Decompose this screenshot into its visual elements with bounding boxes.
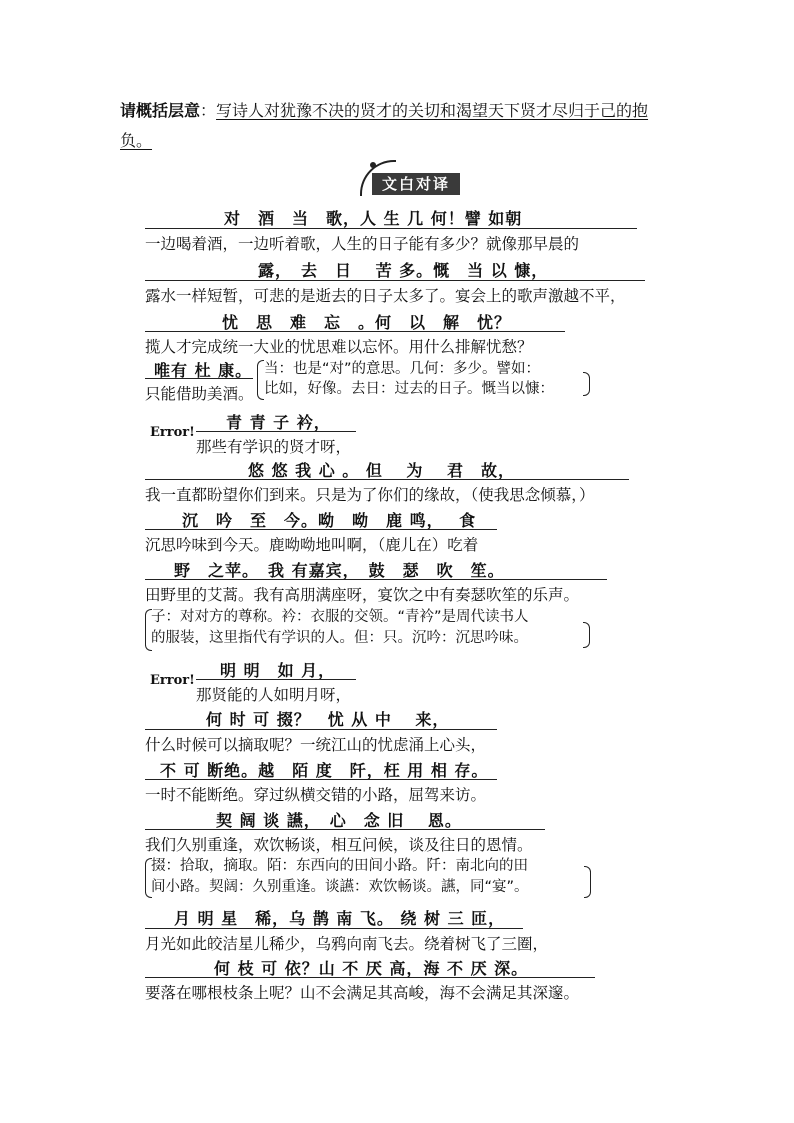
answer-text-end: 负。 — [120, 131, 153, 150]
original-line: 何 时 可 掇？ 忧 从 中 来， — [206, 710, 450, 729]
note-line: 当：也是“对”的意思。几何：多少。譬如： — [264, 361, 541, 377]
original-line: 对 酒 当 歌，人 生 几 何！譬 如朝 — [224, 209, 523, 228]
note-bracket-left — [257, 360, 264, 400]
question-label: 请概括层意 — [120, 101, 201, 120]
original-line: 忧 思 难 忘 。何 以 解 忧？ — [222, 313, 512, 332]
banner-title: 文白对译 — [372, 173, 460, 195]
translation-line: 我们久别重逢，欢饮畅谈，相互问候，谈及往日的恩情。 — [145, 829, 545, 855]
translation-line: 要落在哪根枝条上呢？山不会满足其高峻，海不会满足其深邃。 — [145, 977, 595, 1003]
original-line: 明 明 如 月， — [220, 661, 336, 680]
summary-question — [120, 96, 680, 156]
note-line: 掇：拾取，摘取。陌：东西向的田间小路。阡：南北向的田 — [151, 858, 528, 874]
note-bracket-right — [584, 866, 591, 898]
translation-line: 一时不能断绝。穿过纵横交错的小路，屈驾来访。 — [145, 779, 497, 805]
error-marker: Error! — [150, 673, 195, 688]
note-bracket-right — [583, 622, 590, 648]
original-line: 不 可 断绝。越 陌 度 阡，枉 用 相 存。 — [160, 761, 489, 780]
original-line: 契 阔 谈 讌， 心 念 旧 恩。 — [216, 811, 462, 830]
colon: ： — [200, 101, 217, 120]
original-line: 月 明 星 稀，乌 鹊 南 飞。 绕 树 三 匝， — [174, 909, 506, 928]
original-line: 青 青 子 衿， — [226, 413, 331, 432]
note-bracket-right — [583, 372, 590, 396]
translation-line: 月光如此皎洁星儿稀少，乌鸦向南飞去。绕着树飞了三圈， — [145, 928, 523, 954]
translation-line: 一边喝着酒，一边听着歌，人生的日子能有多少？就像那早晨的 — [145, 228, 637, 254]
note-line: 间小路。契阔：久别重逢。谈讌：欢饮畅谈。讌，同“宴”。 — [151, 879, 529, 895]
translation-line: 什么时候可以摘取呢？一统江山的忧虑涌上心头， — [145, 729, 497, 755]
original-line: 沉 吟 至 今。呦 呦 鹿 鸣， 食 — [182, 511, 477, 530]
note-line: 子：对对方的尊称。衿：衣服的交领。“青衿”是周代读书人 — [151, 609, 529, 625]
note-line: 的服装，这里指代有学识的人。但：只。沉吟：沉思吟味。 — [151, 630, 528, 646]
banner-dot-decoration — [370, 162, 376, 168]
original-line: 唯有 杜 康。 — [154, 361, 253, 380]
answer-text: 写诗人对犹豫不决的贤才的关切和渴望天下贤才尽归于己的抱 — [216, 101, 649, 120]
translation-line: 我一直都盼望你们到来。只是为了你们的缘故，（使我思念倾慕，） — [145, 479, 629, 505]
original-line: 露， 去 日 苦 多。慨 当 以 慷， — [258, 261, 549, 280]
note-line: 比如，好像。去日：过去的日子。慨当以慷： — [264, 381, 554, 397]
original-line: 何 枝 可 依？山 不 厌 高，海 不 厌 深。 — [214, 959, 529, 978]
original-line: 悠 悠 我 心 。 但 为 君 故， — [248, 461, 515, 480]
translation-line: 揽人才完成统一大业的忧思难以忘怀。用什么排解忧愁？ — [145, 331, 565, 357]
translation-line: 沉思吟味到今天。鹿呦呦地叫啊，（鹿儿在）吃着 — [145, 529, 497, 555]
translation-line: 只能借助美酒。 — [145, 378, 253, 404]
translation-line: 那贤能的人如明月呀， — [196, 679, 356, 705]
translation-line: 那些有学识的贤才呀， — [196, 431, 356, 457]
translation-line: 露水一样短暂，可悲的是逝去的日子太多了。宴会上的歌声激越不平， — [145, 280, 645, 306]
error-marker: Error! — [150, 425, 195, 440]
section-banner — [360, 160, 470, 196]
translation-line: 田野里的艾蒿。我有高朋满座呀，宴饮之中有奏瑟吹笙的乐声。 — [145, 579, 607, 605]
original-line: 野 之苹。 我 有嘉宾， 鼓 瑟 吹 笙。 — [174, 561, 505, 580]
